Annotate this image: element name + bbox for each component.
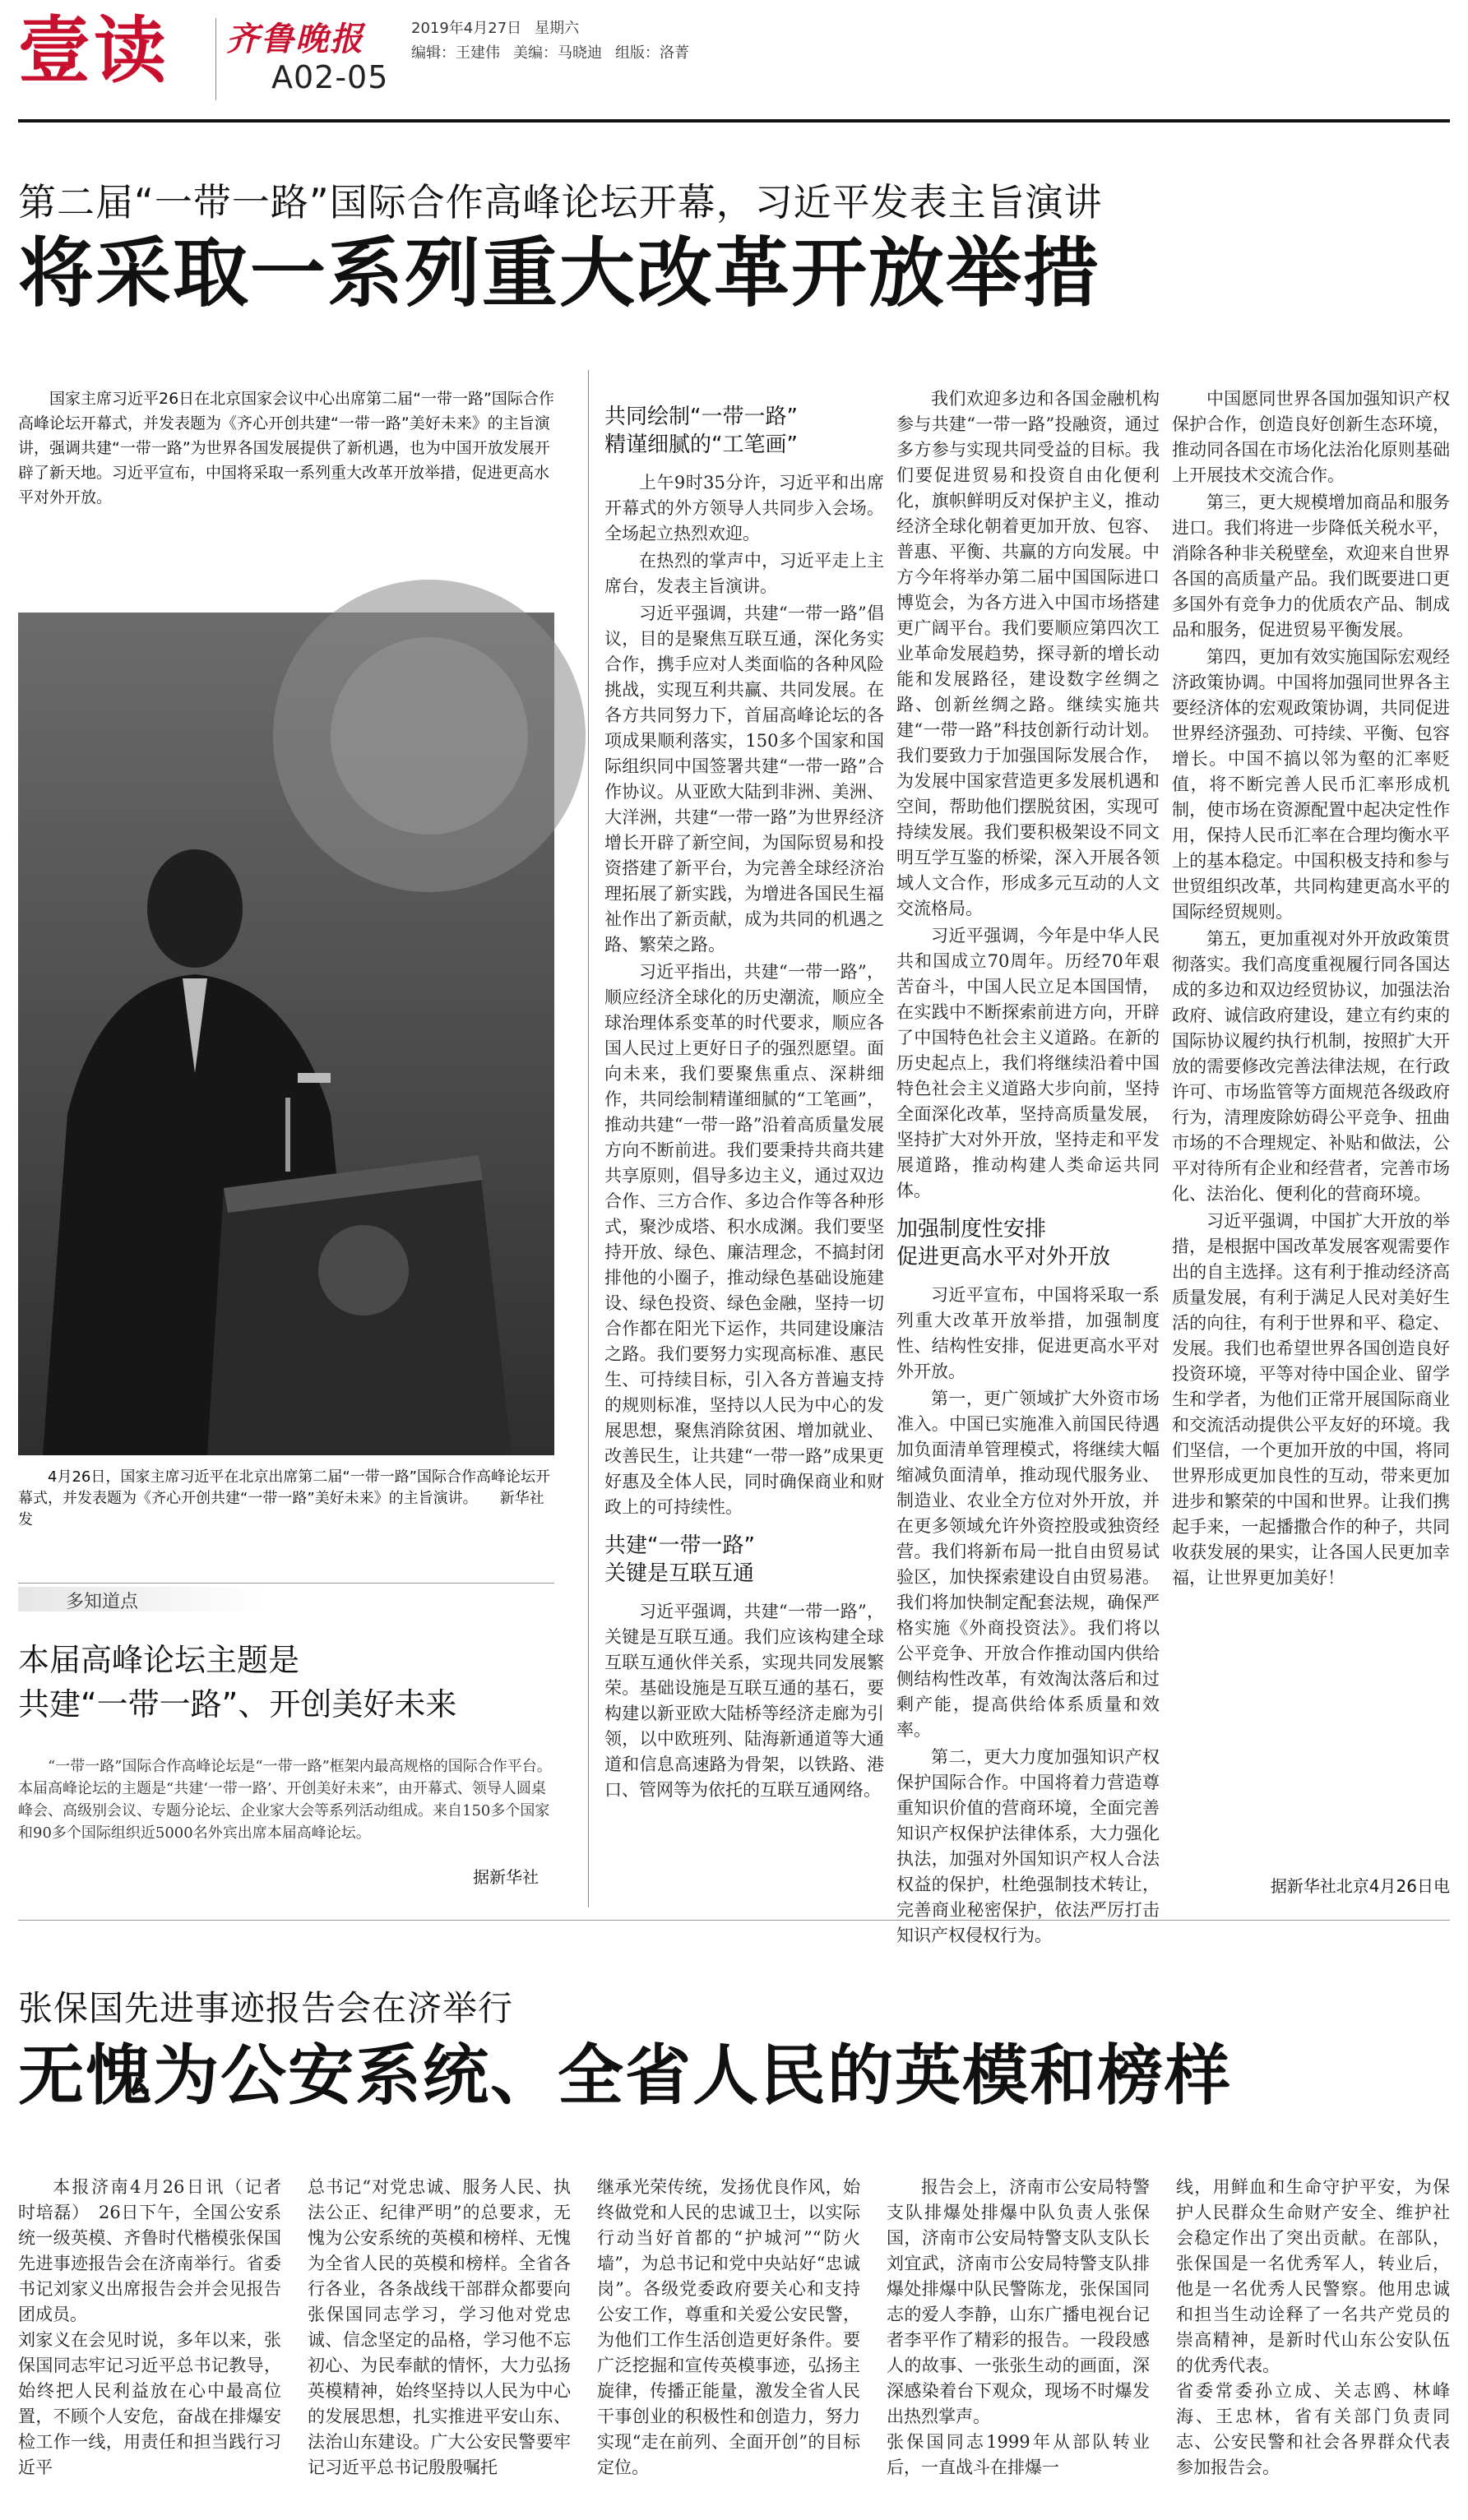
body-paragraph: 本报济南4月26日讯（记者 时培磊） 26日下午，全国公安系统一级英模、齐鲁时代楷模张保国先进事迹报告会在济南举行。省委书记刘家义出席报告会并会见报告团成员。 刘家义在会见时说，多年以来，张保国同志牢记习近平总书记教导，始终把人民利益放在心中最高位置，不顾个人安危，奋战在排爆安检工作一线，用责任和担当践行习近平 xyxy=(18,2177,281,2477)
story1-column-3 xyxy=(896,386,1160,1945)
story-divider xyxy=(18,1920,1450,1921)
story2-column-2 xyxy=(308,2175,571,2512)
section-heading-institutional: 加强制度性安排 促进更高水平对外开放 xyxy=(896,1217,1111,1269)
body-paragraph: 第一，更广领域扩大外资市场准入。中国已实施准入前国民待遇加负面清单管理模式，将继续大幅缩减负面清单，推动现代服务业、制造业、农业全方位对外开放，并在更多领域允许外资控股或独资经营。我们将新布局一批自由贸易试验区，加快探索建设自由贸易港。我们将加快制定配套法规，确保严格实施《外商投资法》。我们将以公平竞争、开放合作推动国内供给侧结构性改革，有效淘汰落后和过剩产能，提高供给体系质量和效率。 xyxy=(896,1389,1160,1740)
masthead-divider xyxy=(215,18,216,100)
art-editor-credit: 美编：马晓迪 xyxy=(513,44,602,62)
info-box-text: “一带一路”国际合作高峰论坛是“一带一路”框架内最高规格的国际合作平台。本届高峰论坛的主题是“共建‘一带一路’、开创美好未来”，由开幕式、领导人圆桌峰会、高级别会议、专题分论坛、企业家大会等系列活动组成。来自150多个国家和90多个国际组织近5000名外宾出席本届高峰论坛。 xyxy=(18,1758,552,1842)
story1-headline: 将采取一系列重大改革开放举措 xyxy=(18,229,1101,317)
story1-credit: 据新华社北京4月26日电 xyxy=(1270,1876,1450,1896)
info-box-credit: 据新华社 xyxy=(473,1867,539,1887)
body-paragraph: 第四，更加有效实施国际宏观经济政策协调。中国将加强同世界各主要经济体的宏观政策协调，共同促进世界经济强劲、可持续、平衡、包容增长。中国不搞以邻为壑的汇率贬值，将不断完善人民币汇率形成机制，使市场在资源配置中起决定性作用，保持人民币汇率在合理均衡水平上的基本稳定。中国积极支持和参与世贸组织改革，共同构建更高水平的国际经贸规则。 xyxy=(1172,647,1450,922)
story2-headline: 无愧为公安系统、全省人民的英模和榜样 xyxy=(18,2037,1232,2114)
body-paragraph: 在热烈的掌声中，习近平走上主席台，发表主旨演讲。 xyxy=(604,551,884,596)
body-paragraph: 继承光荣传统，发扬优良作风，始终做党和人民的忠诚卫士，以实际行动当好首都的“护城河”“防火墙”，为总书记和党中央站好“忠诚岗”。各级党委政府要关心和支持公安工作，尊重和关爱公安民警，为他们工作生活创造更好条件。要广泛挖掘和宣传英模事迹，弘扬主旋律，传播正能量，激发全省人民干事创业的积极性和创造力，努力实现“走在前列、全面开创”的目标定位。 xyxy=(597,2177,860,2477)
body-paragraph: 线，用鲜血和生命守护平安，为保护人民群众生命财产安全、维护社会稳定作出了突出贡献。在部队，张保国是一名优秀军人，转业后，他是一名优秀人民警察。他用忠诚和担当生动诠释了一名共产党员的崇高精神，是新时代山东公安队伍的优秀代表。 省委常委孙立成、关志鸥、林峰海、王忠林，省有关部门负责同志、公安民警和社会各界群众代表参加报告会。 xyxy=(1176,2177,1450,2477)
section-heading-painting: 共同绘制“一带一路” 精谨细腻的“工笔画” xyxy=(604,405,798,457)
editor-credit: 编辑：王建伟 xyxy=(411,44,500,62)
edition-info xyxy=(411,16,702,66)
info-box-title-1: 本届高峰论坛主题是 xyxy=(18,1642,300,1678)
masthead-rule xyxy=(18,119,1450,123)
body-paragraph: 第二，更大力度加强知识产权保护国际合作。中国将着力营造尊重知识价值的营商环境，全面完善知识产权保护法律体系，大力强化执法，加强对外国知识产权人合法权益的保护，杜绝强制技术转让，完善商业秘密保护，依法严厉打击知识产权侵权行为。 xyxy=(896,1747,1160,1945)
body-paragraph: 习近平强调，今年是中华人民共和国成立70周年。历经70年艰苦奋斗，中国人民立足本国国情，在实践中不断探索前进方向，开辟了中国特色社会主义道路。在新的历史起点上，我们将继续沿着中国特色社会主义道路大步向前，坚持全面深化改革，坚持高质量发展，坚持扩大对外开放，坚持走和平发展道路，推动构建人类命运共同体。 xyxy=(896,926,1160,1200)
body-paragraph: 第五，更加重视对外开放政策贯彻落实。我们高度重视履行同各国达成的多边和双边经贸协议，加强法治政府、诚信政府建设，建立有约束的国际协议履约执行机制，按照扩大开放的需要修改完善法律法规，在行政许可、市场监管等方面规范各级政府行为，清理废除妨碍公平竞争、扭曲市场的不合理规定、补贴和做法，公平对待所有企业和经营者，完善市场化、法治化、便利化的营商环境。 xyxy=(1172,929,1450,1204)
info-box-label: 多知道点 xyxy=(66,1592,139,1612)
body-paragraph: 习近平强调，共建“一带一路”倡议，目的是聚焦互联互通，深化务实合作，携手应对人类面临的各种风险挑战，实现互利共赢、共同发展。在各方共同努力下，首届高峰论坛的各项成果顺利落实，150多个国家和国际组织同中国签署共建“一带一路”合作协议。从亚欧大陆到非洲、美洲、大洋洲，共建“一带一路”为世界经济增长开辟了新空间，为国际贸易和投资搭建了新平台，为完善全球经济治理拓展了新实践，为增进各国民生福祉作出了新贡献，成为共同的机遇之路、繁荣之路。 xyxy=(604,603,884,955)
body-paragraph: 习近平指出，共建“一带一路”，顺应经济全球化的历史潮流，顺应全球治理体系变革的时代要求，顺应各国人民过上更好日子的强烈愿望。面向未来，我们要聚焦重点、深耕细作，共同绘制精谨细腻的“工笔画”，推动共建“一带一路”沿着高质量发展方向不断前进。我们要秉持共商共建共享原则，倡导多边主义，通过双边合作、三方合作、多边合作等各种形式，聚沙成塔、积水成渊。我们要坚持开放、绿色、廉洁理念，不搞封闭排他的小圈子，推动绿色基础设施建设、绿色投资、绿色金融，坚持一切合作都在阳光下运作，共同建设廉洁之路。我们要努力实现高标准、惠民生、可持续目标，引入各方普遍支持的规则标准，坚持以人民为中心的发展思想，聚焦消除贫困、增加就业、改善民生，让共建“一带一路”成果更好惠及全体人民，同时确保商业和财政上的可持续性。 xyxy=(604,962,884,1517)
section-title: 壹读 xyxy=(18,8,170,93)
speech-photo xyxy=(18,613,554,1455)
column-separator xyxy=(588,370,589,1907)
body-paragraph: 第三，更大规模增加商品和服务进口。我们将进一步降低关税水平，消除各种非关税壁垒，欢迎来自世界各国的高质量产品。我们既要进口更多国外有竞争力的优质农产品、制成品和服务，促进贸易平衡发展。 xyxy=(1172,492,1450,640)
story2-column-4 xyxy=(887,2175,1150,2512)
edition-weekday: 星期六 xyxy=(535,20,580,37)
body-paragraph: 习近平强调，共建“一带一路”，关键是互联互通。我们应该构建全球互联互通伙伴关系，实现共同发展繁荣。基础设施是互联互通的基石，要构建以新亚欧大陆桥等经济走廊为引领，以中欧班列、陆海新通道等大通道和信息高速路为骨架，以铁路、港口、管网等为依托的互联互通网络。 xyxy=(604,1602,884,1800)
lead-paragraph: 国家主席习近平26日在北京国家会议中心出席第二届“一带一路”国际合作高峰论坛开幕式，并发表题为《齐心开创共建“一带一路”美好未来》的主旨演讲，强调共建“一带一路”为世界各国发展提供了新机遇，也为中国开放发展开辟了新天地。习近平宣布，中国将采取一系列重大改革开放举措，促进更高水平对外开放。 xyxy=(18,390,554,506)
story2-column-1 xyxy=(18,2175,281,2512)
body-paragraph: 我们欢迎多边和各国金融机构参与共建“一带一路”投融资，通过多方参与实现共同受益的目标。我们要促进贸易和投资自由化便利化，旗帜鲜明反对保护主义，推动经济全球化朝着更加开放、包容、普惠、平衡、共赢的方向发展。中方今年将举办第二届中国国际进口博览会，为各方进入中国市场搭建更广阔平台。我们要顺应第四次工业革命发展趋势，探寻新的增长动能和发展路径，建设数字丝绸之路、创新丝绸之路。继续实施共建“一带一路”科技创新行动计划。我们要致力于加强国际发展合作，为发展中国家营造更多发展机遇和空间，帮助他们摆脱贫困，实现可持续发展。我们要积极架设不同文明互学互鉴的桥梁，深入开展各领域人文合作，形成多元互动的人文交流格局。 xyxy=(896,389,1160,918)
edition-date: 2019年4月27日 xyxy=(411,20,522,37)
story2-column-5 xyxy=(1176,2175,1450,2512)
body-paragraph: 总书记“对党忠诚、服务人民、执法公正、纪律严明”的总要求，无愧为公安系统的英模和榜样、无愧为全省人民的英模和榜样。全省各行各业，各条战线干部群众都要向张保国同志学习，学习他对党忠诚、信念坚定的品格，学习他不忘初心、为民奉献的情怀，大力弘扬英模精神，始终坚持以人民为中心的发展思想，扎实推进平安山东、法治山东建设。广大公安民警要牢记习近平总书记殷殷嘱托 xyxy=(308,2177,571,2477)
story1-column-2 xyxy=(604,386,884,1916)
body-paragraph: 报告会上，济南市公安局特警支队排爆处排爆中队负责人张保国，济南市公安局特警支队支队长刘宜武，济南市公安局特警支队排爆处排爆中队民警陈龙，张保国同志的爱人李静，山东广播电视台记者李平作了精彩的报告。一段段感人的故事、一张张生动的画面，深深感染着台下观众，现场不时爆发出热烈掌声。 张保国同志1999年从部队转业后，一直战斗在排爆一 xyxy=(887,2177,1150,2477)
newspaper-logo: 齐鲁晚报 xyxy=(226,20,364,58)
page-code: A02-05 xyxy=(271,59,389,95)
story1-lead xyxy=(18,386,554,510)
story2-column-3 xyxy=(597,2175,860,2512)
story2-subhead: 张保国先进事迹报告会在济举行 xyxy=(18,1988,514,2028)
info-box-rule xyxy=(18,1583,554,1584)
body-paragraph: 习近平强调，中国扩大开放的举措，是根据中国改革发展客观需要作出的自主选择。这有利于推动经济高质量发展，有利于满足人民对美好生活的向往，有利于世界和平、稳定、发展。我们也希望世界各国创造良好投资环境，平等对待中国企业、留学生和学者，为他们正常开展国际商业和交流活动提供公平友好的环境。我们坚信，一个更加开放的中国，将同世界形成更加良性的互动，带来更加进步和繁荣的中国和世界。让我们携起手来，一起播撒合作的种子，共同收获发展的果实，让各国人民更加幸福，让世界更加美好！ xyxy=(1172,1211,1450,1588)
info-box-body xyxy=(18,1755,554,1844)
info-box-label-bg xyxy=(18,1587,265,1611)
story1-column-4 xyxy=(1172,386,1450,1866)
body-paragraph: 中国愿同世界各国加强知识产权保护合作，创造良好创新生态环境，推动同各国在市场化法治化原则基础上开展技术交流合作。 xyxy=(1172,389,1450,485)
body-paragraph: 上午9时35分许，习近平和出席开幕式的外方领导人共同步入会场。全场起立热烈欢迎。 xyxy=(604,473,884,543)
photo-caption: 4月26日，国家主席习近平在北京出席第二届“一带一路”国际合作高峰论坛开幕式，并发表题为《齐心开创共建“一带一路”美好未来》的主旨演讲。 新华社发 xyxy=(18,1468,551,1528)
section-heading-connectivity: 共建“一带一路” 关键是互联互通 xyxy=(604,1533,755,1586)
layout-credit: 组版：洛菁 xyxy=(615,44,689,62)
body-paragraph: 习近平宣布，中国将采取一系列重大改革开放举措，加强制度性、结构性安排，促进更高水平对外开放。 xyxy=(896,1285,1160,1381)
speech-photo-illustration xyxy=(18,613,554,1455)
info-box-title-2: 共建“一带一路”、开创美好未来 xyxy=(18,1686,457,1722)
story1-subhead: 第二届“一带一路”国际合作高峰论坛开幕，习近平发表主旨演讲 xyxy=(18,180,1103,224)
